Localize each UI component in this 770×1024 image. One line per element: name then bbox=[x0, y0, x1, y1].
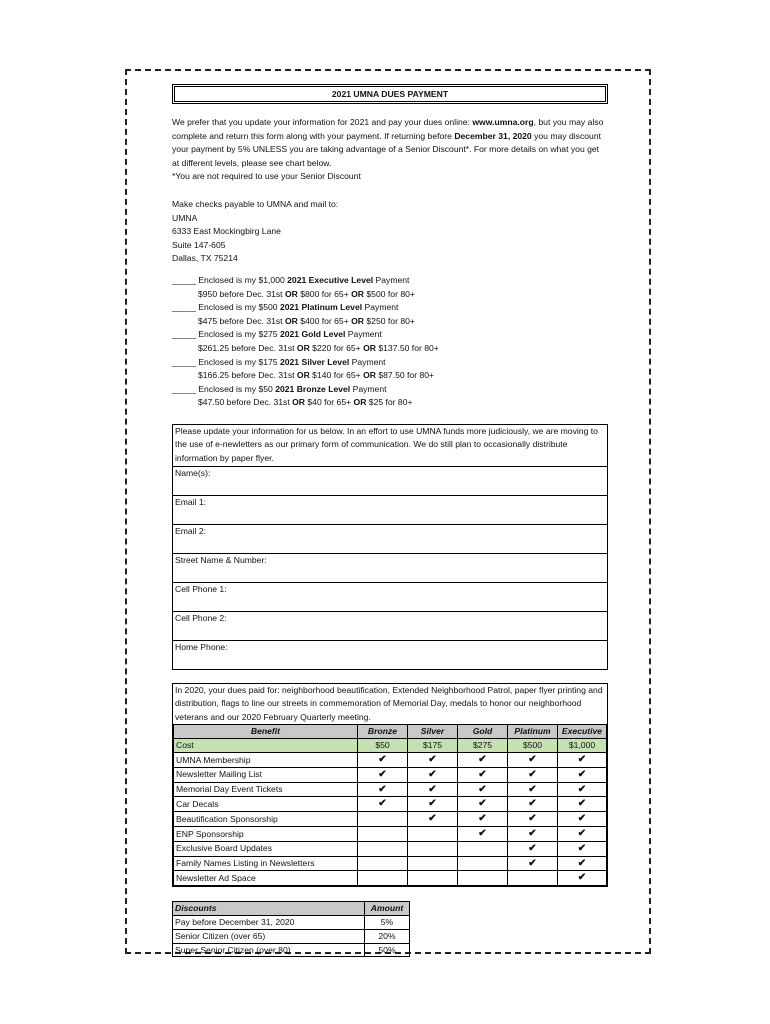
benefit-row bbox=[174, 871, 607, 886]
or-word: OR bbox=[296, 342, 310, 353]
benefit-cell bbox=[408, 782, 458, 797]
benefit-cell bbox=[458, 827, 508, 842]
level-prefix: _____ Enclosed is my $1,000 bbox=[172, 274, 288, 285]
benefit-cell bbox=[508, 797, 558, 812]
benefit-row bbox=[174, 841, 607, 856]
benefit-cell bbox=[408, 856, 458, 871]
benefit-cell bbox=[458, 753, 508, 768]
level-discount-senior: $140 for 65+ bbox=[309, 370, 364, 381]
or-word: OR bbox=[284, 288, 298, 299]
contact-field-label: Email 2: bbox=[175, 525, 207, 536]
benefit-cell bbox=[458, 767, 508, 782]
website-link[interactable]: www.umna.org bbox=[472, 117, 534, 127]
cost-cell: $500 bbox=[508, 739, 558, 753]
benefit-cell bbox=[408, 812, 458, 827]
level-suffix: Payment bbox=[345, 329, 382, 340]
check-icon: ✔ bbox=[428, 783, 437, 795]
contact-field[interactable] bbox=[173, 466, 607, 495]
check-icon: ✔ bbox=[577, 872, 587, 884]
benefit-cell bbox=[508, 856, 558, 871]
level-discount-line bbox=[172, 288, 608, 302]
contact-field-label: Cell Phone 2: bbox=[175, 612, 227, 623]
benefit-cell bbox=[458, 812, 508, 827]
cost-cell: $50 bbox=[358, 739, 408, 753]
benefits-table bbox=[173, 724, 607, 886]
contact-fields bbox=[173, 466, 607, 669]
discounts-table bbox=[172, 901, 410, 957]
or-word: OR bbox=[353, 397, 367, 408]
check-icon: ✔ bbox=[378, 754, 387, 766]
benefit-cell bbox=[358, 797, 408, 812]
level-discount-early: $47.50 before Dec. 31st bbox=[198, 397, 293, 408]
check-icon: ✔ bbox=[577, 798, 587, 810]
mail-name: UMNA bbox=[172, 212, 198, 223]
check-icon: ✔ bbox=[528, 768, 537, 780]
cost-row bbox=[174, 739, 607, 753]
benefit-cell bbox=[508, 841, 558, 856]
contact-field-label: Email 1: bbox=[175, 496, 207, 507]
check-icon: ✔ bbox=[577, 828, 587, 840]
check-icon: ✔ bbox=[528, 857, 537, 869]
benefits-box bbox=[172, 683, 608, 888]
discount-amount: 50% bbox=[365, 943, 410, 957]
form-title: 2021 UMNA DUES PAYMENT bbox=[174, 86, 606, 102]
discounts-header-row bbox=[173, 902, 410, 916]
check-icon: ✔ bbox=[528, 813, 537, 825]
intro-text-a: We prefer that you update your information for 2021 and pay your dues online: bbox=[172, 117, 473, 127]
benefit-cell bbox=[458, 871, 508, 886]
level-discount-early: $475 before Dec. 31st bbox=[198, 315, 285, 326]
contact-field[interactable] bbox=[173, 553, 607, 582]
benefit-col-header: Silver bbox=[408, 725, 458, 739]
check-icon: ✔ bbox=[577, 783, 587, 795]
check-icon: ✔ bbox=[528, 783, 537, 795]
benefit-cell bbox=[508, 812, 558, 827]
benefit-cell bbox=[358, 841, 408, 856]
intro-text-c: you may discount your payment by 5% UNLESS you are taking advantage of a Senior Discount*. For more details on what you get at different levels, please see chart below. bbox=[172, 130, 601, 168]
level-line bbox=[172, 274, 608, 288]
benefit-cell bbox=[558, 797, 607, 812]
check-icon: ✔ bbox=[478, 798, 487, 810]
benefit-cell bbox=[558, 812, 607, 827]
benefit-cell bbox=[358, 871, 408, 886]
mailing-address bbox=[172, 198, 608, 266]
contact-field-label: Street Name & Number: bbox=[175, 554, 267, 565]
senior-note: *You are not required to use your Senior Discount bbox=[172, 171, 361, 182]
benefit-col-header: Bronze bbox=[358, 725, 408, 739]
benefit-cell bbox=[558, 827, 607, 842]
or-word: OR bbox=[296, 370, 310, 381]
level-suffix: Payment bbox=[373, 274, 410, 285]
level-prefix: _____ Enclosed is my $175 bbox=[172, 356, 280, 367]
level-discount-line bbox=[172, 369, 608, 383]
discount-name: Pay before December 31, 2020 bbox=[173, 916, 365, 930]
level-name: 2021 Platinum Level bbox=[279, 302, 363, 313]
check-icon: ✔ bbox=[577, 857, 587, 869]
benefit-row bbox=[174, 782, 607, 797]
level-line bbox=[172, 356, 608, 370]
benefit-name: Family Names Listing in Newsletters bbox=[174, 856, 358, 871]
benefit-col-header: Benefit bbox=[174, 725, 358, 739]
level-prefix: _____ Enclosed is my $50 bbox=[172, 383, 276, 394]
benefit-row bbox=[174, 753, 607, 768]
cost-cell: $275 bbox=[458, 739, 508, 753]
mail-city: Dallas, TX 75214 bbox=[172, 253, 238, 264]
contact-field[interactable] bbox=[173, 582, 607, 611]
level-prefix: _____ Enclosed is my $500 bbox=[172, 302, 280, 313]
level-discount-line bbox=[172, 315, 608, 329]
discount-row bbox=[173, 916, 410, 930]
contact-field[interactable] bbox=[173, 640, 607, 669]
check-icon: ✔ bbox=[378, 798, 387, 810]
check-icon: ✔ bbox=[528, 754, 537, 766]
level-suffix: Payment bbox=[350, 383, 387, 394]
level-discount-senior: $800 for 65+ bbox=[297, 288, 352, 299]
check-icon: ✔ bbox=[528, 798, 537, 810]
benefit-cell bbox=[408, 753, 458, 768]
mail-suite: Suite 147-605 bbox=[172, 239, 226, 250]
benefit-row bbox=[174, 767, 607, 782]
contact-info-box bbox=[172, 424, 608, 670]
contact-field-label: Home Phone: bbox=[175, 641, 228, 652]
check-icon: ✔ bbox=[428, 754, 437, 766]
benefit-cell bbox=[558, 856, 607, 871]
benefit-cell bbox=[558, 782, 607, 797]
benefit-cell bbox=[508, 767, 558, 782]
benefit-cell bbox=[358, 753, 408, 768]
discount-row bbox=[173, 929, 410, 943]
benefits-text: In 2020, your dues paid for: neighborhood beautification, Extended Neighborhood Patrol, paper flyer printing and distribution, flags to line our streets in commemoration of Memorial Day, medals to honor our neighborhood veterans and our 2020 February Quarterly meeting. bbox=[175, 684, 603, 722]
check-icon: ✔ bbox=[577, 842, 587, 854]
benefits-header-row bbox=[174, 725, 607, 739]
benefit-cell bbox=[508, 782, 558, 797]
benefit-row bbox=[174, 812, 607, 827]
contact-field-label: Cell Phone 1: bbox=[175, 583, 227, 594]
benefit-col-header: Executive bbox=[558, 725, 607, 739]
level-discount-senior: $220 for 65+ bbox=[309, 342, 364, 353]
cost-label: Cost bbox=[174, 739, 358, 753]
contact-field[interactable] bbox=[173, 495, 607, 524]
deadline-date: December 31, 2020 bbox=[454, 130, 532, 141]
level-line bbox=[172, 383, 608, 397]
benefit-name: Car Decals bbox=[174, 797, 358, 812]
level-discount-line bbox=[172, 396, 608, 410]
benefit-cell bbox=[558, 753, 607, 768]
intro-text-b: , but you may also complete and return this form along with your payment. If returning before bbox=[172, 117, 604, 141]
benefit-name: UMNA Membership bbox=[174, 753, 358, 768]
check-icon: ✔ bbox=[478, 828, 487, 840]
level-discount-early: $950 before Dec. 31st bbox=[198, 288, 285, 299]
intro-section bbox=[172, 116, 608, 184]
check-icon: ✔ bbox=[428, 798, 437, 810]
benefit-cell bbox=[408, 767, 458, 782]
discount-amount: 20% bbox=[365, 929, 410, 943]
check-icon: ✔ bbox=[378, 768, 387, 780]
benefit-name: ENP Sponsorship bbox=[174, 827, 358, 842]
or-word: OR bbox=[351, 288, 365, 299]
check-icon: ✔ bbox=[577, 768, 587, 780]
level-prefix: _____ Enclosed is my $275 bbox=[172, 329, 280, 340]
benefit-cell bbox=[408, 797, 458, 812]
cost-cell: $175 bbox=[408, 739, 458, 753]
benefit-name: Newsletter Mailing List bbox=[174, 767, 358, 782]
discount-amount: 5% bbox=[365, 916, 410, 930]
level-suffix: Payment bbox=[362, 302, 399, 313]
benefit-cell bbox=[358, 856, 408, 871]
benefit-cell bbox=[508, 827, 558, 842]
or-word: OR bbox=[351, 315, 365, 326]
level-discount-super: $25 for 80+ bbox=[366, 397, 413, 408]
check-icon: ✔ bbox=[478, 754, 487, 766]
benefit-cell bbox=[358, 812, 408, 827]
contact-field[interactable] bbox=[173, 611, 607, 640]
discount-name: Super Senior Citizen (over 80) bbox=[173, 943, 365, 957]
or-word: OR bbox=[284, 315, 298, 326]
level-discount-senior: $40 for 65+ bbox=[305, 397, 354, 408]
level-discount-early: $166.25 before Dec. 31st bbox=[198, 370, 297, 381]
benefit-cell bbox=[458, 856, 508, 871]
level-line bbox=[172, 301, 608, 315]
level-name: 2021 Executive Level bbox=[287, 274, 374, 285]
benefit-cell bbox=[358, 782, 408, 797]
discount-row bbox=[173, 943, 410, 957]
check-icon: ✔ bbox=[478, 768, 487, 780]
benefit-cell bbox=[458, 797, 508, 812]
benefit-cell bbox=[508, 753, 558, 768]
benefit-cell bbox=[558, 767, 607, 782]
level-discount-senior: $400 for 65+ bbox=[297, 315, 352, 326]
benefit-col-header: Gold bbox=[458, 725, 508, 739]
benefit-row bbox=[174, 797, 607, 812]
benefit-cell bbox=[358, 827, 408, 842]
benefit-cell bbox=[358, 767, 408, 782]
level-discount-super: $137.50 for 80+ bbox=[375, 342, 439, 353]
dues-form bbox=[172, 84, 608, 957]
amount-header: Amount bbox=[365, 902, 410, 916]
check-icon: ✔ bbox=[528, 842, 537, 854]
level-discount-early: $261.25 before Dec. 31st bbox=[198, 342, 297, 353]
check-icon: ✔ bbox=[478, 813, 487, 825]
or-word: OR bbox=[292, 397, 306, 408]
benefit-row bbox=[174, 827, 607, 842]
discount-name: Senior Citizen (over 65) bbox=[173, 929, 365, 943]
or-word: OR bbox=[363, 370, 376, 381]
benefit-cell bbox=[458, 841, 508, 856]
benefit-cell bbox=[558, 871, 607, 886]
check-icon: ✔ bbox=[528, 828, 537, 840]
payment-levels bbox=[172, 274, 608, 410]
check-icon: ✔ bbox=[428, 768, 437, 780]
level-line bbox=[172, 328, 608, 342]
benefit-cell bbox=[408, 871, 458, 886]
check-icon: ✔ bbox=[577, 813, 587, 825]
benefit-cell bbox=[508, 871, 558, 886]
benefit-col-header: Platinum bbox=[508, 725, 558, 739]
level-name: 2021 Silver Level bbox=[279, 356, 350, 367]
level-discount-line bbox=[172, 342, 608, 356]
benefit-cell bbox=[458, 782, 508, 797]
benefit-cell bbox=[558, 841, 607, 856]
benefit-cell bbox=[408, 827, 458, 842]
discounts-header: Discounts bbox=[173, 902, 365, 916]
contact-field-label: Name(s): bbox=[175, 467, 211, 478]
title-box bbox=[172, 84, 608, 104]
benefit-row bbox=[174, 856, 607, 871]
benefit-name: Beautification Sponsorship bbox=[174, 812, 358, 827]
info-text: Please update your information for us below. In an effort to use UMNA funds more judiciously, we are moving to the use of e-newletters as our primary form of communication. We do still plan to occasionally distribute information by paper flyer. bbox=[175, 425, 598, 464]
or-word: OR bbox=[363, 342, 376, 353]
check-icon: ✔ bbox=[478, 783, 487, 795]
contact-field[interactable] bbox=[173, 524, 607, 553]
level-discount-super: $87.50 for 80+ bbox=[375, 370, 435, 381]
level-name: 2021 Bronze Level bbox=[275, 383, 351, 394]
check-icon: ✔ bbox=[428, 813, 437, 825]
benefit-cell bbox=[408, 841, 458, 856]
cost-cell: $1,000 bbox=[558, 739, 607, 753]
level-name: 2021 Gold Level bbox=[279, 329, 346, 340]
check-icon: ✔ bbox=[577, 754, 587, 766]
level-suffix: Payment bbox=[349, 356, 386, 367]
intro-paragraph bbox=[172, 116, 608, 170]
mail-street: 6333 East Mockingbirg Lane bbox=[172, 226, 281, 237]
benefit-name: Exclusive Board Updates bbox=[174, 841, 358, 856]
benefit-name: Newsletter Ad Space bbox=[174, 871, 358, 886]
check-icon: ✔ bbox=[378, 783, 387, 795]
benefit-name: Memorial Day Event Tickets bbox=[174, 782, 358, 797]
level-discount-super: $500 for 80+ bbox=[364, 288, 415, 299]
level-discount-super: $250 for 80+ bbox=[364, 315, 415, 326]
mail-instruction: Make checks payable to UMNA and mail to: bbox=[172, 198, 339, 209]
